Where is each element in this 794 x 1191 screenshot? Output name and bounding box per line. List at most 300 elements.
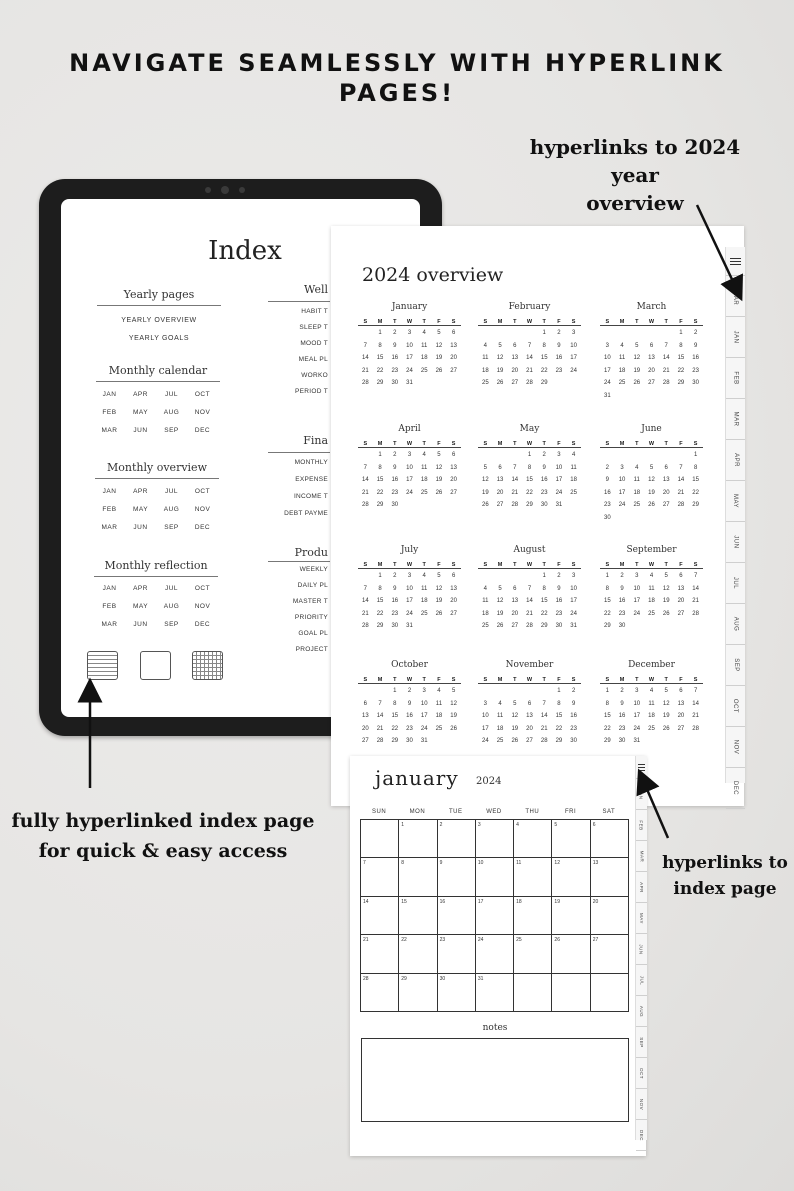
day-number: 10 [633,585,641,592]
day-number: 30 [439,975,446,982]
day-number: 29 [391,738,399,744]
day-number: 16 [692,355,699,361]
month-link[interactable]: OCT [194,585,211,592]
day-number: 21 [363,937,369,944]
day-number: 2 [571,688,576,694]
day-number: 24 [618,502,626,508]
day-number: 18 [648,713,655,719]
weekday-label: M [497,441,503,447]
day-number: 14 [526,355,533,361]
day-number: 16 [391,477,399,483]
tab-label: APR [732,453,739,467]
day-number: 14 [376,713,384,719]
weekday-label[interactable]: THU [525,809,540,815]
day-number: 8 [557,700,561,707]
day-number: 19 [450,713,457,719]
day-number: 2 [605,464,610,471]
day-number: 5 [498,585,502,592]
day-number: 25 [435,725,443,732]
month-link[interactable]: FEB [102,409,117,416]
day-number: 31 [420,738,428,744]
productivity-link[interactable]: GOAL PL [298,630,328,637]
weekday-label: S [483,677,488,683]
day-number: 14 [511,477,519,483]
day-number: 29 [540,623,548,629]
tab-label: AUG [732,616,739,632]
day-number: 11 [496,713,504,719]
day-number: 4 [635,464,639,471]
weekday-label: F [437,319,441,325]
weekday-label: T [635,562,639,568]
month-link[interactable]: SEP [164,427,179,434]
day-number: 30 [604,514,611,521]
day-number: 31 [633,738,641,744]
tab-label: SEP [638,1036,644,1048]
month-link[interactable]: MAR [101,621,118,628]
finance-link[interactable]: DEBT PAYME [284,510,328,517]
day-number: 4 [620,342,624,349]
productivity-link[interactable]: PROJECT [295,646,328,653]
month-link[interactable]: NOV [194,603,211,610]
weekday-label: M [619,319,625,325]
day-number: 15 [555,713,563,719]
day-number: 12 [554,860,560,867]
day-number: 13 [592,860,599,867]
day-number: 12 [511,713,519,719]
day-number: 28 [363,975,369,982]
day-number: 13 [511,355,519,361]
day-number: 13 [662,477,670,483]
weekday-label[interactable]: FRI [564,809,577,815]
weekday-label: F [557,562,561,568]
day-number: 27 [526,738,533,744]
month-link[interactable]: APR [133,488,148,495]
day-number: 9 [393,342,397,349]
month-link[interactable]: DEC [194,621,211,628]
day-number: 30 [618,738,626,744]
weekday-label: T [542,562,546,568]
weekday-label: M [497,319,503,325]
weekday-label: T [393,562,397,568]
day-number: 21 [376,725,384,732]
day-number: 22 [401,937,407,944]
day-number: 25 [570,489,577,496]
day-number: 26 [450,725,457,732]
tab-label: JUN [639,943,644,955]
month-name: January [391,302,428,312]
day-number: 31 [570,623,577,629]
day-number: 17 [570,598,577,604]
day-number: 3 [477,822,481,828]
day-number: 25 [482,380,489,386]
day-number: 27 [450,610,457,617]
weekday-label: M [619,677,625,683]
month-link[interactable]: DEC [194,427,211,434]
day-number: 7 [363,860,366,867]
annotation-line: hyperlinks to 2024 year [529,135,741,187]
day-number: 8 [527,464,532,471]
section-yearly-pages[interactable]: Yearly pages [123,288,195,301]
day-number: 9 [620,585,624,592]
month-link[interactable]: MAY [132,409,149,416]
tab-label: OCT [639,1067,644,1079]
weekday-label: S [363,441,368,447]
weekday-label[interactable]: MON [409,809,426,815]
finance-link[interactable]: EXPENSE [295,476,328,483]
day-number: 25 [648,725,655,732]
day-number: 17 [482,725,489,732]
tab-label: YEAR [732,286,739,306]
tab-label: DEC [732,780,739,796]
day-number: 16 [391,355,399,361]
day-number: 24 [406,489,413,496]
day-number: 12 [435,464,443,471]
month-link[interactable]: JUL [164,488,179,495]
month-link[interactable]: MAY [132,506,149,513]
day-number: 22 [692,489,699,496]
tab-label: MAY [732,493,739,509]
wellness-link[interactable]: MOOD T [300,340,328,347]
weekday-label[interactable]: SAT [602,809,616,815]
day-number: 29 [376,623,384,629]
month-link[interactable]: JUL [164,391,179,398]
weekday-label: T [513,319,517,325]
weekday-label: S [605,441,610,447]
day-number: 25 [633,502,641,508]
day-number: 7 [363,464,368,471]
weekday-label: T [664,562,668,568]
day-number: 14 [692,585,699,592]
day-number: 26 [482,502,489,508]
tab-label: FEB [732,371,739,385]
day-number: 17 [633,598,641,604]
tab-label: OCT [732,698,739,714]
month-link[interactable]: MAR [101,524,118,531]
weekday-label: T [393,677,397,683]
day-number: 12 [633,355,641,361]
day-number: 18 [420,355,428,361]
month-name: July [400,545,419,555]
day-number: 9 [393,464,397,471]
wellness-link[interactable]: SLEEP T [299,324,328,331]
weekday-label: T [422,677,426,683]
day-number: 16 [618,598,626,604]
day-number: 6 [527,700,532,707]
day-number: 24 [570,610,577,617]
weekday-label: W [406,441,413,447]
month-link[interactable]: OCT [194,488,211,495]
day-number: 22 [540,610,548,617]
day-number: 6 [592,822,596,828]
day-number: 8 [542,585,546,592]
day-number: 8 [393,700,397,707]
month-link[interactable]: FEB [102,603,117,610]
month-link[interactable]: OCT [194,391,211,398]
weekday-label: S [483,562,488,568]
weekday-label: M [377,562,383,568]
weekday-label: S [451,677,456,683]
weekday-label: S [571,441,576,447]
day-number: 8 [542,342,546,349]
annotation-line: hyperlinks to [662,853,788,873]
month-link[interactable]: AUG [163,506,180,513]
day-number: 5 [437,452,441,458]
day-number: 7 [693,573,698,579]
month-link[interactable]: JUN [133,427,148,434]
weekday-label: T [513,562,517,568]
day-number: 24 [570,367,577,374]
day-number: 7 [679,464,683,471]
day-number: 4 [437,688,441,694]
productivity-link[interactable]: WEEKLY [299,566,328,573]
month-link[interactable]: MAR [101,427,118,434]
finance-link[interactable]: INCOME T [293,493,328,500]
tab-label: JUN [732,535,739,549]
section-monthly-overview[interactable]: Monthly overview [107,461,207,474]
month-link[interactable]: NOV [194,409,211,416]
weekday-label: M [619,441,625,447]
day-number: 22 [526,489,533,496]
weekday-label: T [393,319,397,325]
section-productivity[interactable]: Produ [294,546,328,559]
day-number: 20 [450,477,457,483]
weekday-label: S [483,319,488,325]
day-number: 23 [439,937,446,944]
month-link[interactable]: AUG [163,603,180,610]
month-link[interactable]: FEB [102,506,117,513]
day-number: 22 [376,367,384,374]
day-number: 15 [540,598,548,604]
day-number: 3 [571,573,576,579]
day-number: 22 [376,610,384,617]
day-number: 23 [618,725,626,732]
day-number: 6 [513,342,517,349]
finance-link[interactable]: MONTHLY [294,459,328,466]
day-number: 27 [592,937,599,944]
day-number: 6 [451,573,456,579]
day-number: 14 [362,598,369,604]
day-number: 8 [378,585,382,592]
day-number: 17 [555,477,563,483]
day-number: 13 [496,477,504,483]
day-number: 15 [376,598,384,604]
day-number: 11 [648,700,655,707]
day-number: 12 [450,700,457,707]
day-number: 18 [618,367,626,374]
weekday-label[interactable]: TUE [448,809,463,815]
day-number: 5 [451,688,456,694]
day-number: 24 [482,738,489,744]
day-number: 8 [401,860,405,867]
month-name: October [391,660,428,670]
day-number: 28 [511,502,519,508]
day-number: 27 [662,502,670,508]
day-number: 10 [482,713,489,719]
day-number: 31 [406,623,413,629]
wellness-link[interactable]: WORKO [301,372,328,379]
weekday-label: S [483,441,488,447]
month-name: September [626,545,677,555]
month-link[interactable]: JUL [164,585,179,592]
day-number: 10 [570,585,577,592]
day-number: 27 [496,502,504,508]
month-link[interactable]: SEP [164,524,179,531]
day-number: 23 [604,502,611,508]
day-number: 23 [391,367,399,374]
day-number: 26 [435,367,443,374]
day-number: 5 [437,573,441,579]
section-monthly-reflection[interactable]: Monthly reflection [104,559,208,572]
day-number: 18 [420,477,428,483]
day-number: 28 [540,738,548,744]
day-number: 29 [604,623,611,629]
day-number: 17 [570,355,577,361]
month-link[interactable]: JUN [133,621,148,628]
tab-label: NOV [732,739,739,755]
productivity-link[interactable]: DAILY PL [297,582,328,589]
day-number: 19 [511,725,519,732]
day-number: 11 [482,598,489,604]
day-number: 2 [620,688,624,694]
day-number: 9 [605,477,610,483]
day-number: 1 [393,688,397,694]
day-number: 11 [618,355,626,361]
day-number: 11 [516,860,522,867]
month-link[interactable]: JAN [102,488,117,495]
day-number: 19 [662,713,670,719]
month-link[interactable]: APR [133,391,148,398]
day-number: 30 [618,623,626,629]
section-wellness[interactable]: Well [304,283,328,296]
weekday-label[interactable]: SUN [372,809,387,815]
weekday-label: S [693,677,698,683]
day-number: 7 [513,464,517,471]
month-link[interactable]: JUN [133,524,148,531]
day-number: 18 [496,725,504,732]
link-yearly-overview[interactable]: YEARLY OVERVIEW [121,317,197,324]
weekday-label: S [363,319,368,325]
day-number: 2 [393,330,397,336]
weekday-label: W [648,319,655,325]
day-number: 1 [378,452,382,458]
day-number: 21 [692,598,699,604]
day-number: 8 [679,342,683,349]
weekday-label: W [406,319,413,325]
day-number: 19 [633,367,641,374]
tab-label: MAY [638,912,644,924]
day-number: 8 [693,464,698,471]
day-number: 28 [362,623,369,629]
month-link[interactable]: MAY [132,603,149,610]
tab-label: DEC [639,1129,645,1141]
day-number: 4 [422,452,426,458]
month-link[interactable]: DEC [194,524,211,531]
day-number: 4 [483,342,488,349]
weekday-label: F [557,677,561,683]
day-number: 7 [363,585,368,592]
annotation-line: index page [673,879,777,899]
day-number: 3 [407,452,412,458]
link-yearly-goals[interactable]: YEARLY GOALS [128,335,190,342]
day-number: 7 [664,342,668,349]
day-number: 10 [618,477,626,483]
weekday-label: F [679,562,683,568]
month-link[interactable]: JAN [102,391,117,398]
section-finance[interactable]: Fina [303,434,328,447]
day-number: 3 [422,688,426,694]
day-number: 9 [439,860,443,867]
month-link[interactable]: JAN [102,585,117,592]
weekday-label: S [451,319,456,325]
month-link[interactable]: NOV [194,506,211,513]
day-number: 23 [391,489,399,496]
day-number: 21 [692,713,699,719]
weekday-label[interactable]: WED [486,809,502,815]
tab-label: FEB [638,819,644,831]
day-number: 15 [376,477,384,483]
wellness-link[interactable]: MEAL PL [298,356,328,363]
day-number: 9 [557,585,561,592]
day-number: 6 [679,573,683,579]
day-number: 16 [570,713,577,719]
day-number: 25 [420,367,428,374]
day-number: 16 [555,598,563,604]
month-link[interactable]: AUG [163,409,180,416]
day-number: 27 [677,725,685,732]
day-number: 16 [618,713,626,719]
day-number: 25 [482,623,489,629]
day-number: 13 [450,464,457,471]
day-number: 10 [555,464,563,471]
section-monthly-calendar[interactable]: Monthly calendar [108,364,208,377]
day-number: 16 [391,598,399,604]
day-number: 20 [362,725,369,732]
annotation-line: fully hyperlinked index page [11,810,315,832]
day-number: 12 [662,700,670,707]
day-number: 4 [649,573,654,579]
day-number: 5 [483,464,488,471]
month-link[interactable]: APR [133,585,148,592]
arrow-to-year-tab [697,205,737,290]
weekday-label: T [513,441,517,447]
weekday-label: T [422,319,426,325]
day-number: 26 [662,725,670,732]
day-number: 18 [648,598,655,604]
productivity-link[interactable]: MASTER T [292,598,328,605]
day-number: 29 [555,738,563,744]
weekday-label: S [363,677,368,683]
day-number: 24 [604,380,611,386]
day-number: 28 [362,380,369,386]
day-number: 15 [391,713,399,719]
day-number: 4 [498,700,502,707]
month-link[interactable]: SEP [164,621,179,628]
day-number: 31 [477,975,484,982]
day-number: 30 [391,623,399,629]
wellness-link[interactable]: PERIOD T [295,388,328,395]
day-number: 19 [435,355,443,361]
wellness-link[interactable]: HABIT T [301,308,328,315]
day-number: 25 [420,610,428,617]
productivity-link[interactable]: PRIORITY [294,614,328,621]
day-number: 22 [604,610,611,617]
weekday-label: M [497,562,503,568]
tab-label: JUL [732,576,739,590]
day-number: 20 [526,725,533,732]
day-number: 3 [605,342,610,349]
day-number: 18 [420,598,428,604]
day-number: 30 [391,502,399,508]
